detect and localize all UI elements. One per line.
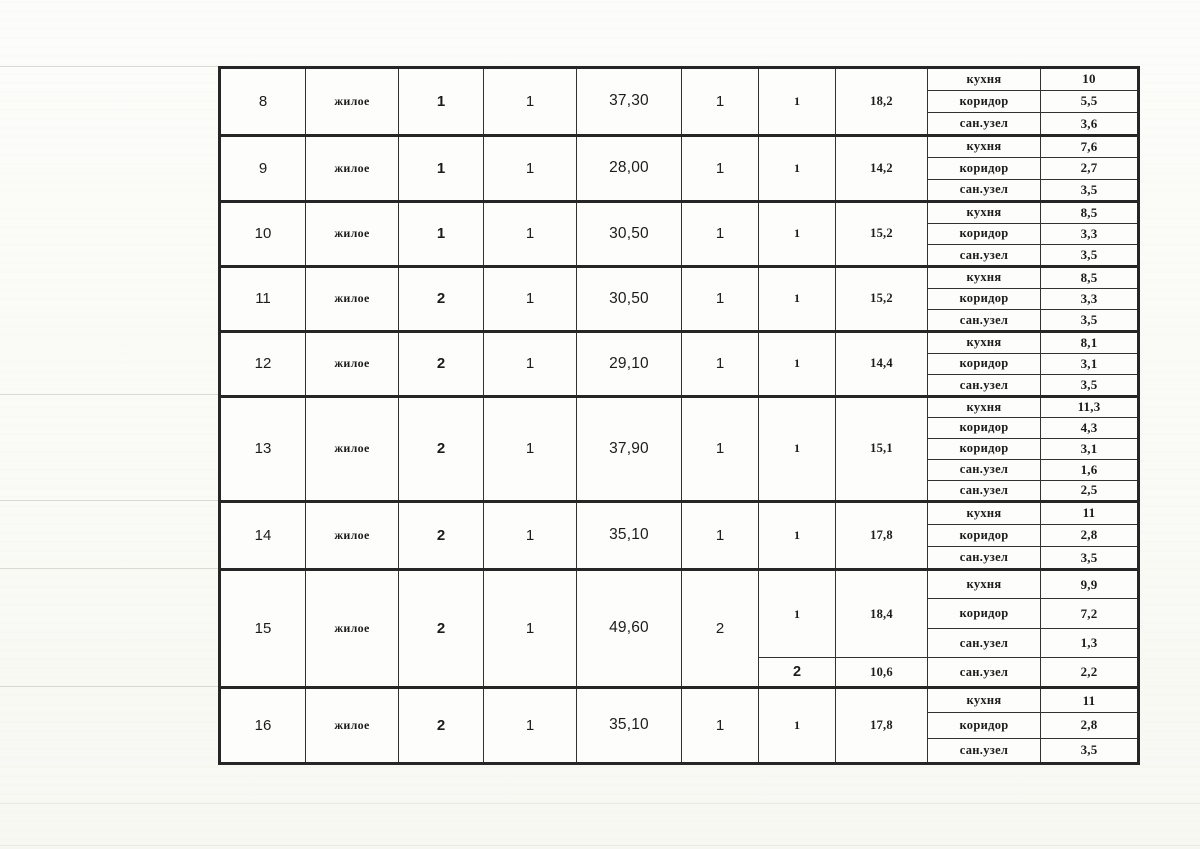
cell-storeys: 1 [484,501,577,569]
cell-living-rooms-count: 1 [682,501,759,569]
table-row [220,135,1139,157]
cell-aux-room-name: коридор [928,713,1041,738]
cell-aux-room-name: сан.узел [928,179,1041,201]
cell-rooms-count: 2 [399,266,484,331]
cell-aux-room-area: 2,2 [1041,658,1139,688]
cell-aux-room-name: коридор [928,288,1041,310]
cell-aux-room-area: 3,3 [1041,223,1139,245]
scan-line-artifact [0,394,218,395]
cell-room-type: жилое [306,331,399,396]
cell-living-rooms-count: 1 [682,687,759,763]
cell-aux-room-area: 3,5 [1041,310,1139,332]
cell-aux-room-area: 8,5 [1041,201,1139,223]
cell-apartment-number: 16 [220,687,306,763]
cell-storeys: 1 [484,201,577,266]
cell-apartment-number: 9 [220,135,306,201]
cell-apartment-number: 12 [220,331,306,396]
cell-living-room-no: 1 [759,687,836,763]
cell-room-type: жилое [306,266,399,331]
cell-aux-room-name: коридор [928,438,1041,459]
cell-apartment-number: 15 [220,569,306,687]
cell-apartment-number: 14 [220,501,306,569]
cell-total-area: 37,90 [577,396,682,501]
cell-aux-room-name: сан.узел [928,658,1041,688]
cell-aux-room-name: коридор [928,524,1041,547]
cell-apartment-number: 10 [220,201,306,266]
cell-aux-room-area: 7,6 [1041,135,1139,157]
cell-living-room-area: 14,4 [836,331,928,396]
cell-aux-room-name: кухня [928,396,1041,417]
table-row [220,501,1139,524]
cell-aux-room-area: 2,7 [1041,157,1139,179]
cell-aux-room-area: 3,5 [1041,738,1139,763]
cell-apartment-number: 13 [220,396,306,501]
scan-line-artifact [0,568,218,569]
cell-total-area: 37,30 [577,68,682,136]
cell-aux-room-name: сан.узел [928,113,1041,136]
cell-aux-room-area: 8,5 [1041,266,1139,288]
cell-room-type: жилое [306,396,399,501]
cell-storeys: 1 [484,68,577,136]
cell-living-rooms-count: 2 [682,569,759,687]
cell-living-room-area: 17,8 [836,687,928,763]
table-row [220,266,1139,288]
cell-aux-room-name: сан.узел [928,738,1041,763]
cell-aux-room-area: 8,1 [1041,331,1139,353]
cell-aux-room-area: 3,5 [1041,547,1139,570]
cell-aux-room-name: коридор [928,353,1041,375]
cell-room-type: жилое [306,68,399,136]
cell-living-room-area: 14,2 [836,135,928,201]
cell-aux-room-name: сан.узел [928,459,1041,480]
cell-aux-room-area: 3,1 [1041,438,1139,459]
scan-line-artifact [0,66,218,67]
cell-apartment-number: 8 [220,68,306,136]
cell-rooms-count: 1 [399,135,484,201]
table-row [220,396,1139,417]
cell-living-room-area: 15,2 [836,201,928,266]
cell-total-area: 30,50 [577,266,682,331]
cell-living-room-area: 17,8 [836,501,928,569]
cell-storeys: 1 [484,569,577,687]
cell-apartment-number: 11 [220,266,306,331]
cell-living-rooms-count: 1 [682,331,759,396]
cell-aux-room-name: сан.узел [928,375,1041,397]
cell-aux-room-name: кухня [928,266,1041,288]
cell-aux-room-name: сан.узел [928,480,1041,501]
table-row [220,569,1139,599]
cell-living-room-area: 18,4 [836,569,928,658]
cell-storeys: 1 [484,396,577,501]
cell-aux-room-area: 3,3 [1041,288,1139,310]
cell-rooms-count: 1 [399,201,484,266]
cell-aux-room-area: 2,8 [1041,524,1139,547]
cell-aux-room-area: 4,3 [1041,417,1139,438]
cell-aux-room-area: 11,3 [1041,396,1139,417]
cell-storeys: 1 [484,331,577,396]
cell-aux-room-area: 3,1 [1041,353,1139,375]
scan-line-artifact [0,500,218,501]
cell-aux-room-name: сан.узел [928,245,1041,267]
cell-total-area: 49,60 [577,569,682,687]
cell-aux-room-area: 3,6 [1041,113,1139,136]
cell-living-room-no: 1 [759,266,836,331]
cell-living-room-no: 1 [759,501,836,569]
cell-rooms-count: 1 [399,68,484,136]
cell-room-type: жилое [306,569,399,687]
cell-living-room-no: 2 [759,658,836,688]
cell-aux-room-name: кухня [928,501,1041,524]
apartments-table [218,66,1140,765]
scan-streak-artifact [0,803,1200,804]
cell-room-type: жилое [306,135,399,201]
cell-aux-room-area: 3,5 [1041,375,1139,397]
cell-living-rooms-count: 1 [682,396,759,501]
cell-aux-room-area: 7,2 [1041,599,1139,629]
cell-living-room-no: 1 [759,68,836,136]
cell-living-room-no: 1 [759,201,836,266]
cell-rooms-count: 2 [399,396,484,501]
cell-aux-room-area: 10 [1041,68,1139,91]
cell-aux-room-area: 3,5 [1041,179,1139,201]
cell-room-type: жилое [306,687,399,763]
cell-aux-room-area: 2,5 [1041,480,1139,501]
scan-line-artifact [0,686,218,687]
cell-aux-room-name: сан.узел [928,547,1041,570]
cell-aux-room-area: 9,9 [1041,569,1139,599]
cell-aux-room-name: кухня [928,687,1041,712]
cell-living-rooms-count: 1 [682,201,759,266]
apartments-table-wrapper [218,66,1140,765]
cell-total-area: 29,10 [577,331,682,396]
cell-storeys: 1 [484,266,577,331]
cell-total-area: 30,50 [577,201,682,266]
cell-living-room-no: 1 [759,331,836,396]
cell-living-room-area: 18,2 [836,68,928,136]
cell-living-room-no: 1 [759,396,836,501]
cell-living-rooms-count: 1 [682,135,759,201]
cell-aux-room-area: 11 [1041,687,1139,712]
cell-aux-room-name: кухня [928,201,1041,223]
cell-aux-room-name: коридор [928,157,1041,179]
cell-aux-room-name: коридор [928,599,1041,629]
cell-room-type: жилое [306,201,399,266]
cell-aux-room-area: 11 [1041,501,1139,524]
cell-rooms-count: 2 [399,501,484,569]
table-row [220,201,1139,223]
cell-aux-room-name: коридор [928,90,1041,113]
cell-storeys: 1 [484,687,577,763]
cell-aux-room-name: сан.узел [928,628,1041,658]
cell-living-room-area: 15,2 [836,266,928,331]
cell-total-area: 35,10 [577,687,682,763]
cell-total-area: 35,10 [577,501,682,569]
cell-aux-room-name: кухня [928,331,1041,353]
cell-rooms-count: 2 [399,687,484,763]
cell-aux-room-name: сан.узел [928,310,1041,332]
cell-rooms-count: 2 [399,569,484,687]
cell-rooms-count: 2 [399,331,484,396]
table-row [220,68,1139,91]
scan-streak-artifact [0,845,1200,846]
cell-living-room-area: 10,6 [836,658,928,688]
cell-aux-room-area: 2,8 [1041,713,1139,738]
cell-aux-room-name: коридор [928,417,1041,438]
cell-storeys: 1 [484,135,577,201]
cell-living-rooms-count: 1 [682,68,759,136]
cell-room-type: жилое [306,501,399,569]
cell-living-room-no: 1 [759,569,836,658]
cell-living-room-no: 1 [759,135,836,201]
cell-total-area: 28,00 [577,135,682,201]
cell-aux-room-area: 3,5 [1041,245,1139,267]
table-row [220,687,1139,712]
cell-living-rooms-count: 1 [682,266,759,331]
cell-aux-room-area: 1,6 [1041,459,1139,480]
cell-aux-room-area: 1,3 [1041,628,1139,658]
cell-aux-room-area: 5,5 [1041,90,1139,113]
cell-aux-room-name: кухня [928,135,1041,157]
cell-aux-room-name: коридор [928,223,1041,245]
cell-living-room-area: 15,1 [836,396,928,501]
cell-aux-room-name: кухня [928,569,1041,599]
cell-aux-room-name: кухня [928,68,1041,91]
table-row [220,331,1139,353]
